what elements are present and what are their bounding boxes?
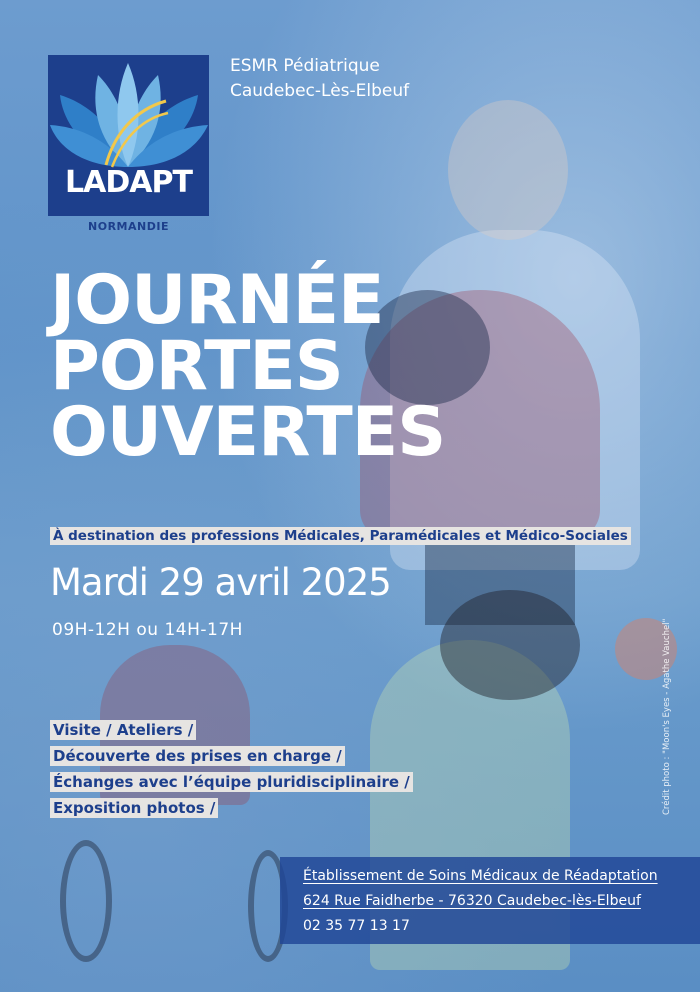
organization-line: ESMR Pédiatrique bbox=[230, 56, 380, 76]
ladapt-logo bbox=[48, 55, 209, 216]
photo-credit-text: Crédit photo : "Moon's Eyes - Agathe Vauchel" bbox=[662, 618, 672, 815]
activity-item: Visite / Ateliers / bbox=[50, 720, 196, 740]
activity-item: Exposition photos / bbox=[50, 798, 218, 818]
title-line: OUVERTES bbox=[50, 393, 446, 472]
activities-list bbox=[50, 720, 413, 824]
logo-region: NORMANDIE bbox=[88, 220, 169, 233]
organization-line: Caudebec-Lès-Elbeuf bbox=[230, 81, 410, 101]
event-title bbox=[50, 261, 446, 472]
background-photo-girl-head bbox=[440, 590, 580, 700]
address-block bbox=[280, 857, 700, 944]
audience-label: À destination des professions Médicales, Paramédicales et Médico-Sociales bbox=[50, 527, 631, 545]
photo-credit bbox=[662, 618, 682, 835]
logo-brand-text: LADAPT bbox=[65, 165, 192, 200]
title-line: PORTES bbox=[50, 327, 343, 406]
event-hours: 09H-12H ou 14H-17H bbox=[52, 620, 243, 640]
title-line: JOURNÉE bbox=[50, 261, 384, 340]
event-date: Mardi 29 avril 2025 bbox=[50, 561, 391, 604]
address-phone[interactable]: 02 35 77 13 17 bbox=[303, 918, 410, 934]
activity-item: Découverte des prises en charge / bbox=[50, 746, 345, 766]
background-photo-wheel bbox=[60, 840, 112, 962]
activity-item: Échanges avec l’équipe pluridisciplinaire / bbox=[50, 772, 413, 792]
address-name-link[interactable]: Établissement de Soins Médicaux de Réadaptation bbox=[303, 868, 658, 884]
organization-name bbox=[230, 54, 409, 104]
background-photo-nurse-head bbox=[448, 100, 568, 240]
address-street-link[interactable]: 624 Rue Faidherbe - 76320 Caudebec-lès-Elbeuf bbox=[303, 893, 641, 909]
